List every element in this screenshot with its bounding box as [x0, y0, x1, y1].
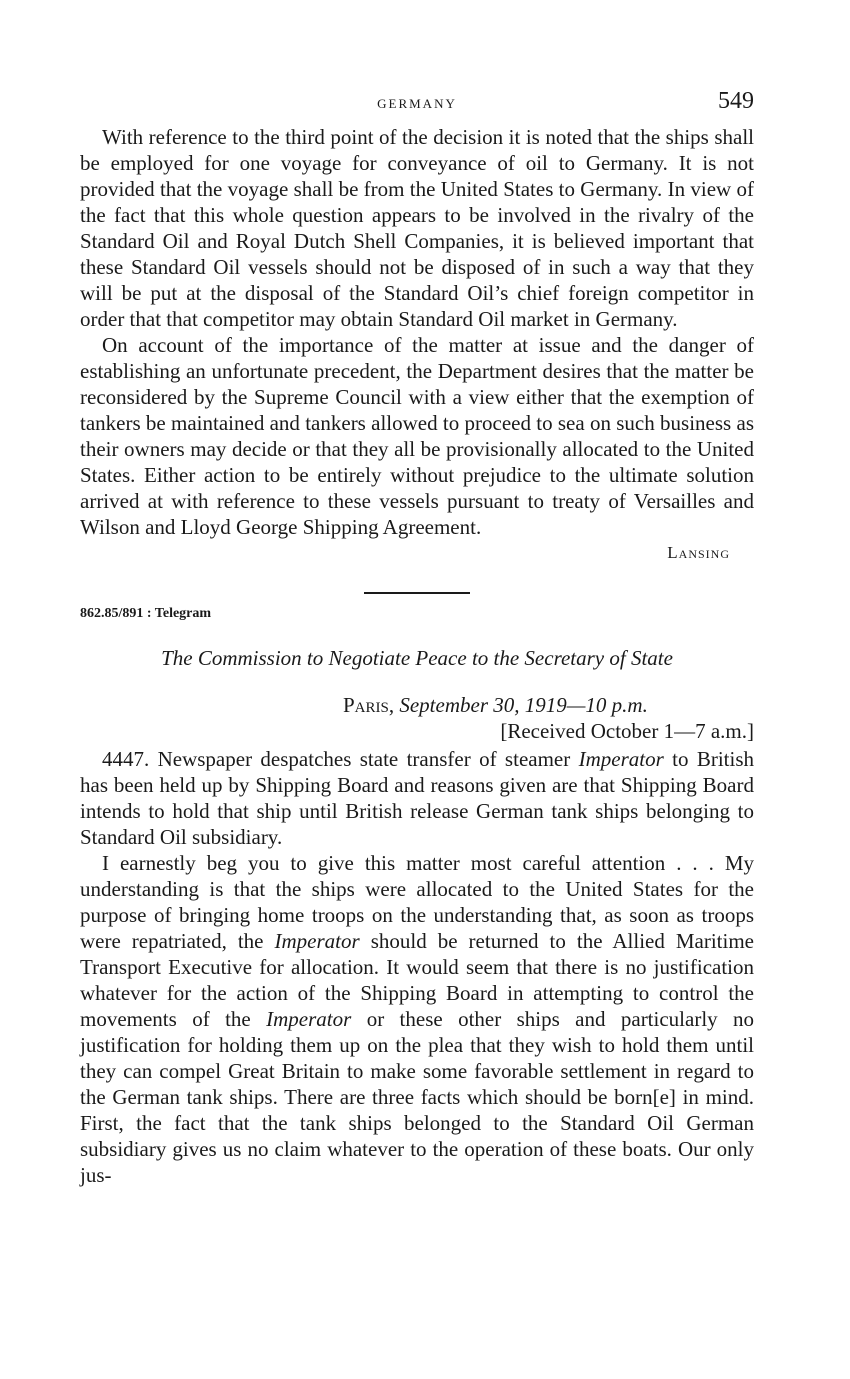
dateline-date: September 30, 1919—10 p.m.	[399, 693, 648, 717]
telegram-paragraph-2	[80, 850, 754, 1188]
document-page	[80, 88, 754, 1188]
ship-name: Imperator	[274, 929, 360, 953]
telegram-p2-text-a: I earnestly beg you to give this matter most careful attention . . . My understanding is that the ships were allocated to the United States for the purpose of bringing home troops on the understanding that, as soon as troops were repatriated, the	[80, 851, 754, 953]
telegram-p1-text-b: to British has been held up by Shipping Board and reasons given are that Shipping Board intends to hold that ship until British release German tank ships belonging to Standard Oil subsidiary.	[80, 747, 754, 849]
page-number: 549	[718, 88, 754, 114]
section-divider	[364, 592, 470, 594]
telegram-paragraph-1	[80, 746, 754, 850]
letter-paragraph-2: On account of the importance of the matter at issue and the danger of establishing an unfortunate precedent, the Department desires that the matter be reconsidered by the Supreme Council with a view either that the exemption of tankers be maintained and tankers allowed to proceed to sea on such business as their owners may decide or that they all be provisionally allocated to the United States. Either action to be entirely without prejudice to the ultimate solution arrived at with reference to these vessels pursuant to treaty of Versailles and Wilson and Lloyd George Shipping Agreement.	[80, 333, 754, 539]
dateline-place: Paris,	[343, 693, 395, 717]
dateline	[343, 692, 754, 718]
ship-name: Imperator	[578, 747, 664, 771]
letter-paragraph-1: With reference to the third point of the decision it is noted that the ships shall be employed for one voyage for conveyance of oil to Germany. It is not provided that the voyage shall be from the United States to Germany. In view of the fact that this whole question appears to be involved in the rivalry of the Standard Oil and Royal Dutch Shell Companies, it is believed important that these Standard Oil vessels should not be disposed of in such a way that they will be put at the disposal of the Standard Oil’s chief foreign competitor in order that that competitor may obtain Standard Oil market in Germany.	[80, 125, 754, 331]
ship-name: Imperator	[266, 1007, 352, 1031]
file-number: 862.85/891 : Telegram	[80, 606, 212, 621]
signature: Lansing	[667, 543, 730, 562]
running-title: GERMANY	[377, 96, 457, 111]
running-head	[80, 88, 754, 124]
received-note: [Received October 1—7 a.m.]	[500, 719, 754, 743]
telegram-p2-text-b: should be returned to the Allied Maritime Transport Executive for allocation. It would seem that there is no justification whatever for the action of the Shipping Board in attempting to control the movements of the	[80, 929, 755, 1031]
document-title: The Commission to Negotiate Peace to the Secretary of State	[161, 646, 673, 670]
telegram-p1-text-a: 4447. Newspaper despatches state transfer of steamer	[102, 747, 571, 771]
telegram-p2-text-c: or these other ships and particularly no justification for holding them up on the plea that they wish to hold them until they can compel Great Britain to make some favorable settlement in regard to the German tank ships. There are three facts which should be born[e] in mind. First, the fact that the tank ships belonged to the Standard Oil German subsidiary gives us no claim whatever to the operation of these boats. Our only jus-	[80, 1007, 755, 1187]
